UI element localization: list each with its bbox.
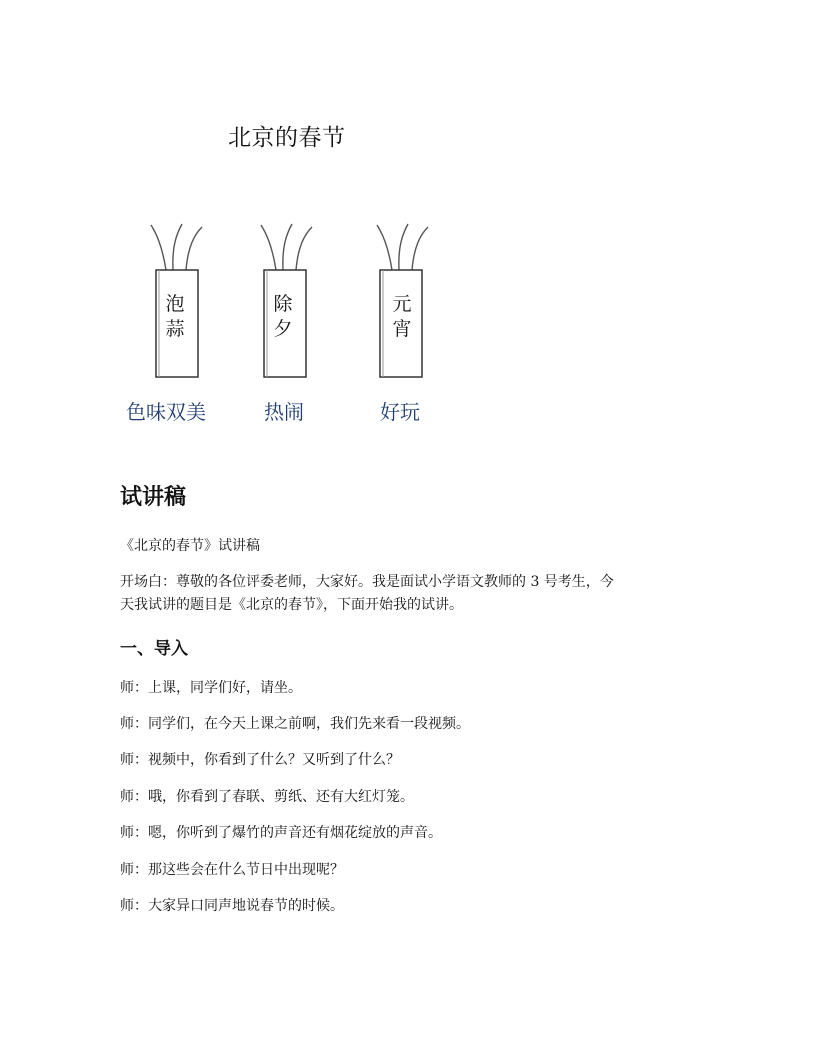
dialogue-line-2: 师：同学们，在今天上课之前啊，我们先来看一段视频。 [120, 716, 470, 732]
dialogue-line-4: 师：哦，你看到了春联、剪纸、还有大红灯笼。 [120, 789, 414, 805]
lantern-figure [118, 215, 448, 430]
lantern-2-char-1: 除 [273, 293, 293, 315]
lantern-2 [261, 224, 312, 377]
dialogue-line-1: 师：上课，同学们好，请坐。 [120, 680, 302, 696]
lantern-3-char-2: 宵 [392, 318, 412, 340]
dialogue-line-7: 师：大家异口同声地说春节的时候。 [120, 898, 344, 914]
opening-line-1: 开场白：尊敬的各位评委老师，大家好。我是面试小学语文教师的 3 号考生，今 [120, 574, 614, 590]
dialogue-line-3: 师：视频中，你看到了什么？又听到了什么？ [120, 752, 400, 768]
part1-heading: 一、导入 [120, 639, 188, 659]
lantern-3-char-1: 元 [392, 293, 412, 315]
lantern-3-caption: 好玩 [380, 400, 420, 424]
opening-line-2: 天我试讲的题目是《北京的春节》，下面开始我的试讲。 [120, 597, 463, 613]
opening-paragraph [120, 571, 700, 617]
lantern-illustration [118, 215, 448, 395]
lantern-1-caption: 色味双美 [126, 400, 206, 424]
lantern-3 [377, 224, 428, 377]
dialogue-line-6: 师：那这些会在什么节日中出现呢？ [120, 862, 344, 878]
subtitle: 《北京的春节》试讲稿 [120, 538, 260, 554]
lantern-1-char-1: 泡 [165, 293, 185, 315]
dialogue-line-5: 师：嗯，你听到了爆竹的声音还有烟花绽放的声音。 [120, 825, 442, 841]
page-title: 北京的春节 [228, 125, 346, 151]
section-heading: 试讲稿 [120, 485, 187, 510]
lantern-1-char-2: 蒜 [165, 318, 185, 340]
lantern-2-char-2: 夕 [273, 318, 293, 340]
lantern-1 [151, 224, 202, 377]
lantern-2-caption: 热闹 [264, 400, 304, 424]
